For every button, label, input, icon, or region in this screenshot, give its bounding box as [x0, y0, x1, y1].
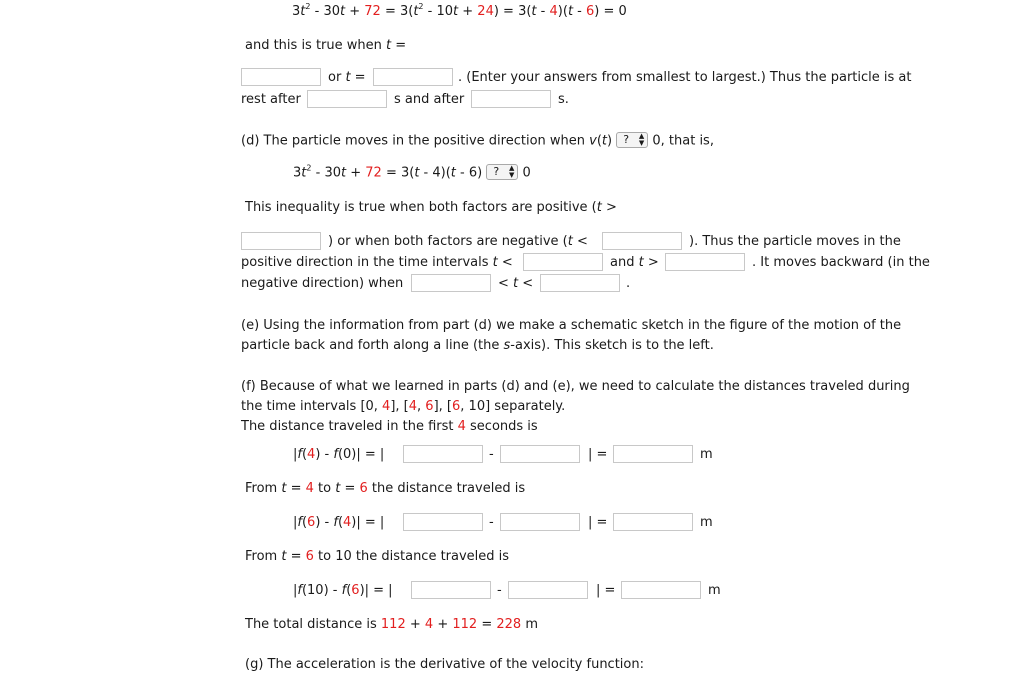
abs-close-eq: | = — [588, 447, 608, 462]
total-distance-text: The total distance is 112 + 4 + 112 = 228 m — [245, 617, 538, 632]
distance2-b-input[interactable] — [500, 513, 580, 531]
distance1-result-input[interactable] — [613, 445, 693, 463]
root2-input[interactable] — [373, 68, 453, 86]
positive-direction-text: positive direction in the time intervals t < — [241, 255, 513, 270]
root1-input[interactable] — [241, 68, 321, 86]
select-arrows-icon: ▲ ▼ — [508, 164, 515, 179]
negative-bound-input[interactable] — [602, 232, 682, 250]
negative-interval-upper-input[interactable] — [540, 274, 620, 292]
distance2-expression: |f(6) - f(4)| = | — [293, 515, 385, 530]
unit-m: m — [700, 515, 713, 530]
from-6-to-10-text: From t = 6 to 10 the distance traveled is — [245, 549, 510, 564]
rest-time2-input[interactable] — [471, 90, 551, 108]
distance1-a-input[interactable] — [403, 445, 483, 463]
s-label: s. — [558, 92, 569, 107]
part-d-heading: (d) The particle moves in the positive direction when v(t) ? ▲ ▼ 0, that is, — [241, 132, 714, 149]
distance3-expression: |f(10) - f(6)| = | — [293, 583, 393, 598]
lt-t-lt-label: < t < — [498, 276, 534, 291]
abs-close-eq: | = — [596, 583, 616, 598]
inequality-text: This inequality is true when both factors are positive (t > — [245, 200, 617, 215]
distance1-expression: |f(4) - f(0)| = | — [293, 447, 385, 462]
unit-m: m — [708, 583, 721, 598]
from-4-to-6-text: From t = 4 to t = 6 the distance traveled is — [245, 481, 526, 496]
minus-sign: - — [497, 583, 502, 598]
positive-interval2-input[interactable] — [665, 253, 745, 271]
minus-sign: - — [489, 447, 494, 462]
thus-text: ). Thus the particle moves in the — [689, 234, 901, 249]
select-arrows-icon: ▲ ▼ — [638, 132, 645, 147]
true-when-text: and this is true when t = — [245, 38, 407, 53]
period-label: . — [626, 276, 631, 291]
factored-equation: $3t^2 - 30t + 72 = 3(t^2 - 10t + 24) = 3(t - 4)(t - 6) = 0$ — [292, 2, 627, 19]
positive-interval1-input[interactable] — [523, 253, 603, 271]
distance3-result-input[interactable] — [621, 581, 701, 599]
distance2-result-input[interactable] — [613, 513, 693, 531]
abs-close-eq: | = — [588, 515, 608, 530]
distance2-a-input[interactable] — [403, 513, 483, 531]
part-e-line1: (e) Using the information from part (d) we make a schematic sketch in the figure of the motion of the — [241, 318, 902, 333]
comparison-select-2[interactable]: ? ▲ ▼ — [486, 164, 518, 180]
part-f-line1: (f) Because of what we learned in parts (d) and (e), we need to calculate the distances traveled during — [241, 379, 910, 394]
positive-bound-input[interactable] — [241, 232, 321, 250]
inequality-equation: $3t^2 - 30t + 72 = 3(t - 4)(t - 6)$ ? ▲ ▼ 0 — [293, 163, 531, 181]
minus-sign: - — [489, 515, 494, 530]
part-f-line3: The distance traveled in the first 4 seconds is — [241, 419, 538, 434]
rest-time1-input[interactable] — [307, 90, 387, 108]
distance3-b-input[interactable] — [508, 581, 588, 599]
part-g-heading: (g) The acceleration is the derivative of the velocity function: — [245, 657, 644, 672]
negative-factors-text: ) or when both factors are negative (t < — [328, 234, 588, 249]
unit-m: m — [700, 447, 713, 462]
rest-after-label: rest after — [241, 92, 301, 107]
negative-direction-text: negative direction) when — [241, 276, 404, 291]
distance1-b-input[interactable] — [500, 445, 580, 463]
instruction-text: . (Enter your answers from smallest to largest.) Thus the particle is at — [458, 70, 912, 85]
part-f-line2: the time intervals [0, 4], [4, 6], [6, 10] separately. — [241, 399, 566, 414]
comparison-select-1[interactable]: ? ▲ ▼ — [616, 132, 648, 148]
backward-text: . It moves backward (in the — [752, 255, 930, 270]
distance3-a-input[interactable] — [411, 581, 491, 599]
negative-interval-lower-input[interactable] — [411, 274, 491, 292]
part-e-line2: particle back and forth along a line (the s-axis). This sketch is to the left. — [241, 338, 714, 353]
s-and-after-label: s and after — [394, 92, 465, 107]
or-t-label: or t = — [328, 70, 366, 85]
and-t-label: and t > — [610, 255, 659, 270]
